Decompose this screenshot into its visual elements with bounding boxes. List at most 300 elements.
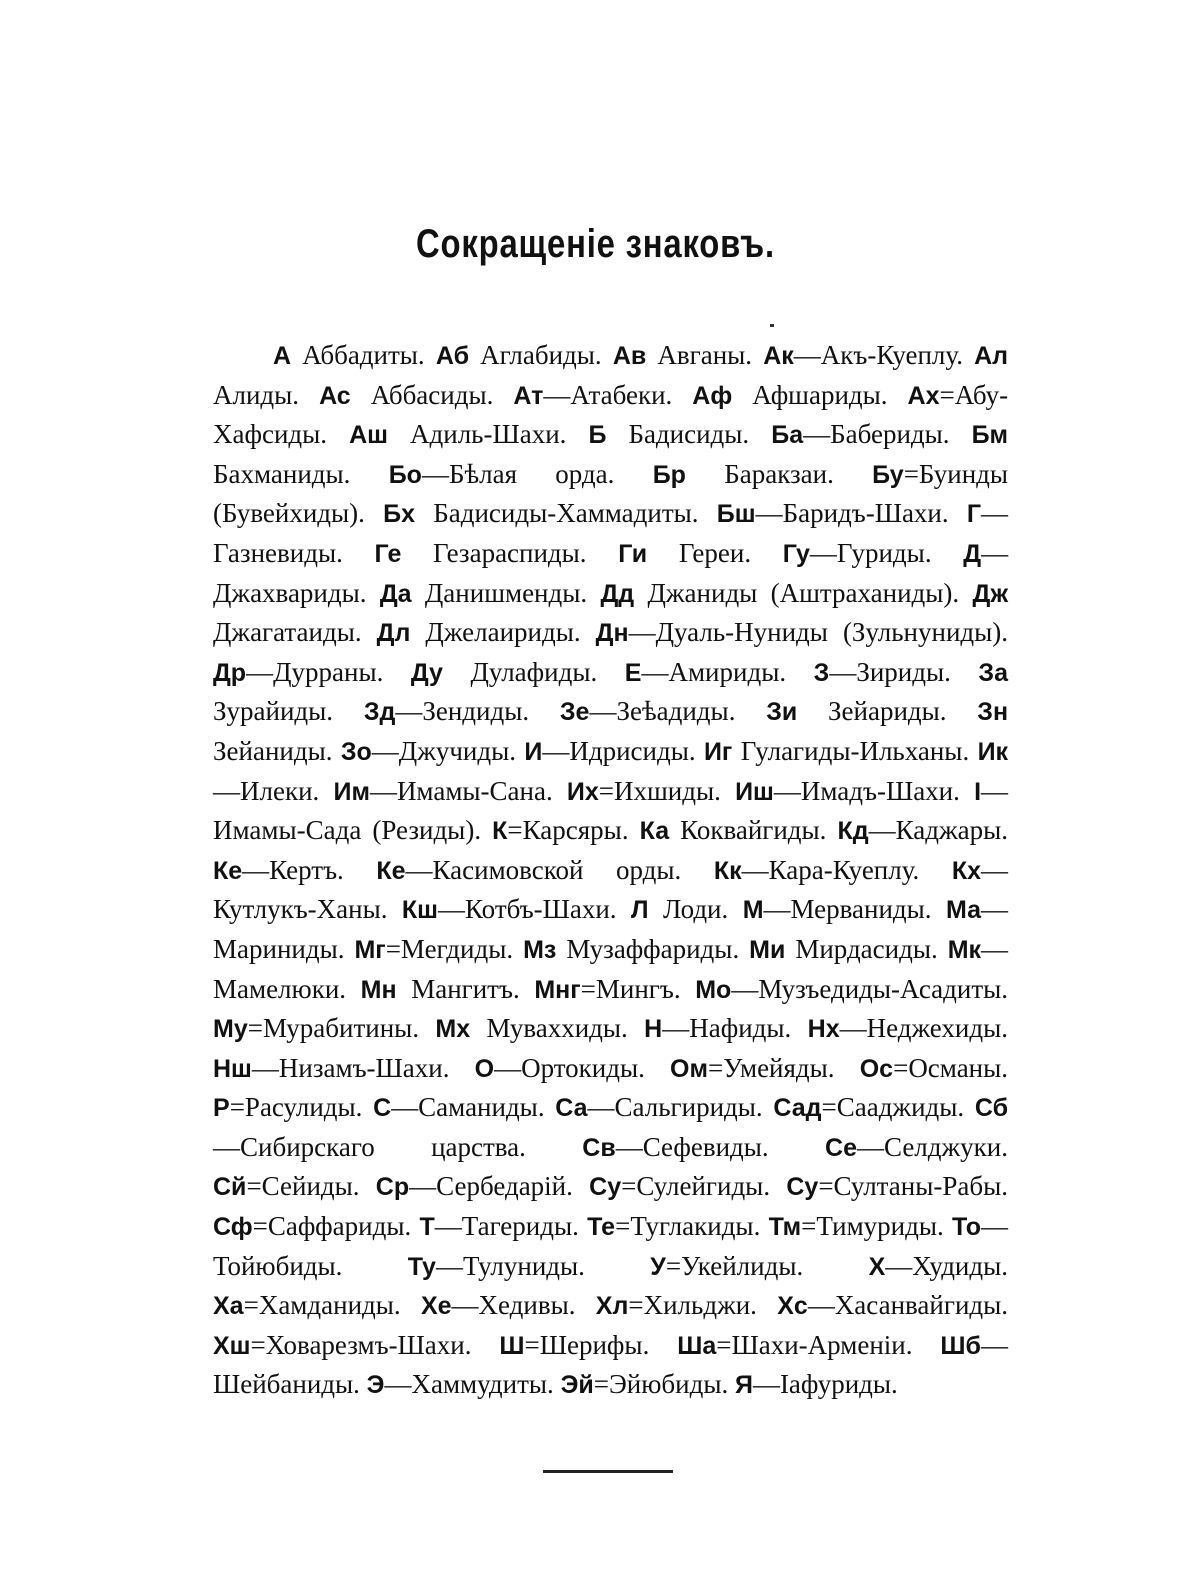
abbreviation-separator: — (587, 1092, 615, 1123)
abbreviation-separator: = (708, 1052, 724, 1083)
dynasty-name: Сефевиды. (642, 1131, 769, 1162)
dynasty-name: Зейаниды. (213, 735, 333, 766)
abbreviation-separator (797, 696, 828, 726)
abbreviation-entry (640, 815, 827, 845)
abbreviation-entry (860, 1053, 1008, 1083)
abbreviation-entry (213, 1330, 471, 1360)
abbreviation-separator: — (981, 854, 1009, 885)
abbreviation-code: Се (825, 1133, 857, 1162)
abbreviation-entry (618, 538, 751, 568)
abbreviation-separator: — (662, 1013, 690, 1044)
abbreviation-separator (397, 974, 412, 1004)
abbreviation-code: Сад (773, 1094, 822, 1123)
dynasty-name: Мамелюки. (213, 973, 347, 1004)
abbreviation-code: Др (213, 658, 247, 687)
abbreviation-code: Бш (716, 500, 756, 529)
abbreviation-separator (556, 934, 566, 964)
abbreviation-separator: — (438, 894, 466, 925)
abbreviation-entry (749, 934, 938, 964)
abbreviation-code: К (492, 817, 508, 846)
abbreviation-code: Су (589, 1173, 622, 1202)
abbreviation-code: Аш (349, 421, 388, 450)
dynasty-name: Дулафиды. (470, 656, 598, 687)
dynasty-name: Саманиды. (418, 1092, 545, 1123)
abbreviation-separator: — (451, 1290, 479, 1321)
abbreviation-separator: — (981, 1329, 1008, 1360)
abbreviation-code: Их (566, 777, 599, 806)
abbreviation-separator: — (213, 1131, 240, 1162)
abbreviation-entry (625, 657, 786, 687)
abbreviation-code: Ша (677, 1331, 717, 1360)
abbreviation-entry (717, 498, 949, 528)
dynasty-name: Расулиды. (244, 1092, 363, 1123)
abbreviation-code: Аб (435, 342, 470, 370)
abbreviation-code: Сб (974, 1094, 1009, 1123)
dynasty-name: Коквайгиды. (680, 815, 827, 846)
abbreviation-separator (469, 340, 480, 370)
dynasty-name: Тойюбиды. (213, 1250, 343, 1281)
abbreviation-entry (383, 498, 698, 528)
abbreviation-separator: = (903, 458, 919, 489)
abbreviation-list (213, 336, 1008, 1405)
abbreviation-code: Бх (383, 500, 416, 529)
dynasty-name: Аглабиды. (480, 340, 602, 370)
abbreviation-code: Ка (639, 817, 670, 846)
abbreviation-separator: — (242, 854, 270, 885)
abbreviation-separator (649, 894, 663, 924)
dynasty-name: Муваххиды. (486, 1013, 628, 1044)
abbreviation-separator (647, 538, 679, 568)
abbreviation-entry (596, 1290, 757, 1320)
abbreviation-code: Ав (612, 342, 647, 370)
abbreviation-entry (677, 1330, 912, 1360)
abbreviation-entry (743, 894, 932, 924)
dynasty-name: Кутлукъ-Ханы. (213, 894, 388, 925)
abbreviation-separator: — (251, 1052, 279, 1083)
abbreviation-separator: = (250, 1329, 266, 1360)
dynasty-name: Музаффариды. (566, 933, 740, 964)
dynasty-name: Зейариды. (828, 696, 947, 727)
abbreviation-code: Ак (763, 342, 794, 370)
abbreviation-code: Ш (499, 1331, 525, 1360)
abbreviation-entry (695, 974, 1008, 1004)
dynasty-name: Алиды. (213, 379, 300, 410)
dynasty-name: Гезараспиды. (433, 537, 587, 568)
abbreviation-entry (213, 1013, 419, 1043)
dynasty-name: Гереи. (678, 537, 752, 568)
abbreviation-code: Зн (977, 698, 1009, 727)
abbreviation-entry (786, 1171, 1008, 1201)
abbreviation-code: С (373, 1094, 392, 1123)
abbreviation-separator: — (755, 498, 783, 529)
dynasty-name: Кара-Куеплу. (768, 854, 920, 885)
abbreviation-entry (567, 776, 721, 806)
abbreviation-entry (613, 340, 752, 370)
abbreviation-code: Дн (595, 619, 629, 648)
abbreviation-code: Р (213, 1094, 230, 1123)
abbreviation-separator: — (421, 458, 449, 489)
dynasty-name: Зурайиды. (213, 696, 334, 727)
dynasty-name: Данишменды. (424, 577, 588, 608)
abbreviation-code: Гу (782, 539, 810, 568)
abbreviation-separator: — (752, 1369, 780, 1400)
dynasty-name: Имадъ-Шахи. (800, 775, 960, 806)
dynasty-name: Селджуки. (883, 1131, 1008, 1162)
abbreviation-entry (653, 459, 834, 489)
abbreviation-code: Ма (945, 896, 982, 925)
abbreviation-code: Сф (213, 1213, 253, 1242)
abbreviation-separator: = (821, 1092, 837, 1123)
abbreviation-separator: = (665, 1250, 682, 1281)
dynasty-name: Джаниды (Аштраханиды). (647, 577, 960, 608)
abbreviation-separator (785, 934, 795, 964)
dynasty-name: Бадисиды. (628, 419, 750, 450)
abbreviation-entry (361, 974, 520, 1004)
abbreviation-separator (401, 538, 433, 568)
abbreviation-separator: = (893, 1052, 909, 1083)
abbreviation-code: Бу (872, 460, 904, 489)
dynasty-name: Имамы-Сана. (396, 775, 553, 806)
abbreviation-separator: — (981, 537, 1009, 568)
abbreviation-code: За (978, 658, 1008, 687)
abbreviation-separator (412, 578, 425, 608)
abbreviation-separator: — (829, 656, 857, 687)
abbreviation-entry (808, 1013, 1008, 1043)
abbreviation-code: Ом (670, 1054, 708, 1083)
dynasty-name: Сибирскаго царства. (240, 1131, 526, 1162)
abbreviation-separator: — (839, 1013, 867, 1044)
abbreviation-separator: = (593, 1369, 609, 1400)
dynasty-name: Гуриды. (836, 537, 932, 568)
abbreviation-code: Мз (523, 935, 557, 964)
abbreviation-entry (692, 380, 887, 410)
abbreviation-code: Нш (213, 1054, 252, 1083)
dynasty-name: Мурабитины. (262, 1013, 420, 1044)
dynasty-name: Акъ-Куеплу. (820, 340, 963, 370)
abbreviation-separator: = (628, 1290, 644, 1321)
abbreviation-separator: = (246, 1171, 262, 1202)
abbreviation-code: О (474, 1054, 495, 1083)
abbreviation-separator: — (405, 854, 433, 885)
abbreviation-entry (341, 736, 516, 766)
abbreviation-entry (375, 538, 587, 568)
dynasty-name: Ихшиды. (614, 775, 721, 806)
abbreviation-code: Ба (771, 421, 804, 450)
abbreviation-entry (408, 1251, 585, 1281)
dynasty-name: Сааджиды. (836, 1092, 965, 1123)
dynasty-name: Дурраны. (273, 656, 384, 687)
abbreviation-entry (402, 894, 617, 924)
dynasty-name: Худиды. (912, 1250, 1009, 1281)
abbreviation-separator: — (542, 735, 570, 766)
abbreviation-code: Хе (420, 1292, 452, 1321)
abbreviation-code: Ср (375, 1173, 410, 1202)
abbreviation-code: Т (419, 1213, 435, 1242)
dynasty-name: Касимовской орды. (432, 854, 682, 885)
page-title: Сокращеніе знаковъ. (416, 222, 775, 266)
abbreviation-code: Им (333, 777, 370, 806)
abbreviation-separator: — (809, 537, 837, 568)
abbreviation-code: Кд (837, 817, 869, 846)
abbreviation-code: Б (588, 421, 607, 450)
abbreviation-code: Хл (595, 1292, 629, 1321)
abbreviation-separator: — (395, 696, 423, 727)
abbreviation-separator (606, 419, 628, 449)
dynasty-name: Низамъ-Шахи. (278, 1052, 450, 1083)
abbreviation-separator: = (252, 1211, 268, 1242)
abbreviation-separator: — (213, 775, 240, 806)
abbreviation-separator: = (939, 379, 955, 410)
dynasty-name: Зендиды. (422, 696, 530, 727)
abbreviation-separator: — (409, 1171, 437, 1202)
abbreviation-code: Св (582, 1133, 616, 1162)
dynasty-name: Бадисиды-Хаммадиты. (433, 498, 699, 529)
abbreviation-code: Хс (777, 1292, 808, 1321)
abbreviation-code: Ке (213, 856, 243, 885)
abbreviation-code: Мнг (534, 975, 581, 1004)
abbreviation-entry (534, 974, 680, 1004)
abbreviation-code: Иш (735, 777, 774, 806)
dynasty-name: Султаны-Рабы. (833, 1171, 1008, 1202)
abbreviation-code: Д (963, 539, 982, 568)
abbreviation-entry (771, 419, 949, 449)
dynasty-name: Хасанвайгиды. (834, 1290, 1009, 1321)
abbreviation-code: Мн (360, 975, 397, 1004)
abbreviation-code: Мх (435, 1015, 471, 1044)
abbreviation-code: Ах (907, 381, 940, 410)
abbreviation-separator (291, 340, 302, 370)
dynasty-name: Ховарезмъ-Шахи. (265, 1329, 472, 1360)
abbreviation-separator (669, 815, 680, 845)
abbreviation-code: Мг (354, 935, 386, 964)
abbreviation-entry (825, 1132, 1008, 1162)
abbreviation-code: Эй (560, 1371, 594, 1400)
abbreviation-separator (410, 617, 425, 647)
abbreviation-code: То (952, 1213, 981, 1242)
abbreviation-separator: = (716, 1329, 732, 1360)
abbreviation-code: Ас (319, 381, 351, 410)
abbreviation-separator: — (803, 419, 831, 450)
abbreviation-code: Са (555, 1094, 588, 1123)
dynasty-name: Мариниды. (213, 933, 345, 964)
abbreviation-code: А (273, 342, 292, 370)
abbreviation-separator (634, 578, 647, 608)
abbreviation-entry (475, 1053, 645, 1083)
abbreviation-separator: — (981, 1211, 1008, 1242)
abbreviation-separator: — (246, 656, 274, 687)
abbreviation-entry (354, 934, 513, 964)
abbreviation-entry (783, 538, 932, 568)
abbreviation-code: Зи (766, 698, 798, 727)
dynasty-name: Неджехиды. (866, 1013, 1008, 1044)
dynasty-name: Османы. (908, 1052, 1009, 1083)
abbreviation-code: Л (630, 896, 649, 925)
abbreviation-entry (763, 340, 963, 370)
abbreviation-code: Да (379, 579, 412, 608)
dynasty-name: Хедивы. (478, 1290, 576, 1321)
abbreviation-code: Кш (401, 896, 439, 925)
abbreviation-entry (367, 1369, 554, 1399)
abbreviation-entry (769, 1211, 944, 1241)
abbreviation-code: Ат (513, 381, 544, 410)
dynasty-name: Сербедарій. (436, 1171, 573, 1202)
abbreviation-code: Кх (951, 856, 982, 885)
abbreviation-entry (435, 1013, 627, 1043)
abbreviation-separator: — (369, 775, 397, 806)
dynasty-name: Хаммудиты. (411, 1369, 554, 1400)
abbreviation-code: Э (366, 1371, 385, 1400)
abbreviation-entry (349, 419, 566, 449)
abbreviation-entry (735, 1369, 898, 1399)
abbreviation-code: Аф (692, 381, 733, 410)
dynasty-name: Зеѣадиды. (616, 696, 736, 727)
abbreviation-code: Те (587, 1213, 616, 1242)
abbreviation-code: Ик (977, 737, 1009, 766)
abbreviation-code: Мо (695, 975, 732, 1004)
dynasty-name: Зириды. (856, 656, 951, 687)
abbreviation-entry (631, 894, 728, 924)
abbreviation-separator: = (598, 775, 615, 806)
dynasty-name: Газневиды. (213, 537, 343, 568)
abbreviation-entry (273, 340, 425, 370)
dynasty-name: Аббасиды. (370, 379, 494, 410)
abbreviation-separator: — (868, 815, 896, 846)
abbreviation-entry (714, 855, 919, 885)
abbreviation-code: Ги (618, 539, 648, 568)
abbreviation-entry (213, 1053, 449, 1083)
dynasty-name: Сулейгиды. (636, 1171, 771, 1202)
dynasty-name: Котбъ-Шахи. (465, 894, 617, 925)
dynasty-name: Шахи-Арменіи. (731, 1329, 913, 1360)
abbreviation-separator: — (435, 1250, 463, 1281)
abbreviation-code: Сй (213, 1173, 247, 1202)
abbreviation-separator: = (507, 815, 523, 846)
abbreviation-entry (411, 657, 597, 687)
dynasty-name: Баридъ-Шахи. (782, 498, 949, 529)
abbreviation-entry (213, 1171, 360, 1201)
abbreviation-separator (388, 419, 410, 449)
dynasty-name: Абу-Хафсиды. (213, 379, 1009, 450)
abbreviation-code: Х (868, 1252, 886, 1281)
dynasty-name: Музъедиды-Асадиты. (758, 973, 1009, 1004)
dynasty-name: Гулагиды-Ильханы. (740, 735, 970, 766)
abbreviation-entry (735, 776, 960, 806)
abbreviation-code: Ту (407, 1252, 436, 1281)
dynasty-name: Буинды (Бувейхиды). (213, 458, 1009, 529)
abbreviation-separator: — (384, 1369, 412, 1400)
abbreviation-separator (732, 380, 752, 410)
abbreviation-entry (213, 1290, 401, 1320)
abbreviation-entry (373, 1092, 544, 1122)
dynasty-name: Джагатаиды. (213, 617, 362, 648)
dynasty-name: Хильджи. (643, 1290, 757, 1321)
abbreviation-code: М (742, 896, 764, 925)
abbreviation-code: Ке (376, 856, 406, 885)
abbreviation-code: Е (624, 658, 642, 687)
abbreviation-entry (213, 1211, 411, 1241)
dynasty-name: Джучиды. (398, 735, 517, 766)
abbreviation-entry (420, 1211, 579, 1241)
dynasty-name: Баракзаи. (724, 458, 834, 489)
abbreviation-code: И (524, 737, 543, 766)
abbreviation-code: Ал (974, 342, 1009, 370)
dynasty-name: Имамы-Сада (Резиды). (213, 815, 482, 846)
dynasty-name: Укейлиды. (681, 1250, 804, 1281)
abbreviation-code: Дж (972, 579, 1009, 608)
dynasty-name: Идрисиды. (569, 735, 696, 766)
abbreviation-separator (732, 736, 740, 766)
abbreviation-entry (670, 1053, 835, 1083)
dynasty-name: Умейяды. (723, 1052, 835, 1083)
abbreviation-code: Кк (713, 856, 742, 885)
abbreviation-entry (555, 1092, 762, 1122)
abbreviation-separator (443, 657, 471, 687)
abbreviation-code: Дд (600, 579, 635, 608)
abbreviation-code: Бр (652, 460, 686, 489)
abbreviation-separator: = (818, 1171, 834, 1202)
dynasty-name: Эйюбиды. (608, 1369, 729, 1400)
dynasty-name: Хамданиды. (258, 1290, 401, 1321)
abbreviation-entry (777, 1290, 1008, 1320)
abbreviation-code: Тм (768, 1213, 802, 1242)
dynasty-name: Атабеки. (570, 379, 673, 410)
abbreviation-code: Ду (410, 658, 443, 687)
abbreviation-separator (646, 340, 657, 370)
abbreviation-code: Я (734, 1371, 753, 1400)
abbreviation-code: Бо (388, 460, 422, 489)
abbreviation-separator (470, 1013, 486, 1043)
abbreviation-code: Ха (213, 1292, 244, 1321)
abbreviation-entry (376, 855, 681, 885)
abbreviation-code: Ос (859, 1054, 894, 1083)
abbreviation-separator: = (524, 1329, 540, 1360)
dynasty-name: Сальгириды. (614, 1092, 763, 1123)
abbreviation-entry (588, 419, 749, 449)
dynasty-name: Бѣлая орда. (448, 458, 615, 489)
abbreviation-entry (377, 617, 581, 647)
ink-speck (770, 324, 774, 327)
abbreviation-entry (704, 736, 969, 766)
abbreviation-code: Зд (363, 698, 396, 727)
abbreviation-entry (213, 657, 383, 687)
abbreviation-code: Ми (749, 935, 786, 964)
abbreviation-separator: — (981, 775, 1009, 806)
abbreviation-entry (766, 696, 946, 726)
abbreviation-separator: — (793, 340, 821, 370)
abbreviation-separator: = (615, 1211, 631, 1242)
dynasty-name: Мингъ. (595, 973, 681, 1004)
abbreviation-entry (650, 1251, 803, 1281)
dynasty-name: Бабериды. (830, 419, 950, 450)
abbreviation-separator: — (885, 1250, 913, 1281)
dynasty-name: Мангитъ. (411, 973, 520, 1004)
abbreviation-entry (524, 736, 695, 766)
abbreviation-separator: — (391, 1092, 419, 1123)
abbreviation-entry (600, 578, 959, 608)
abbreviation-code: Му (213, 1015, 248, 1044)
dynasty-name: Мерваниды. (790, 894, 932, 925)
abbreviation-separator: — (434, 1211, 462, 1242)
dynasty-name: Амириды. (668, 656, 787, 687)
abbreviation-entry (582, 1132, 768, 1162)
dynasty-name: Дуаль-Нуниды (Зульнуниды). (655, 617, 1009, 648)
abbreviation-entry (773, 1092, 964, 1122)
abbreviation-separator: — (773, 775, 801, 806)
abbreviation-separator: — (731, 973, 759, 1004)
dynasty-name: Адиль-Шахи. (410, 419, 567, 450)
dynasty-name: Іафуриды. (779, 1369, 898, 1400)
abbreviation-entry (436, 340, 602, 370)
